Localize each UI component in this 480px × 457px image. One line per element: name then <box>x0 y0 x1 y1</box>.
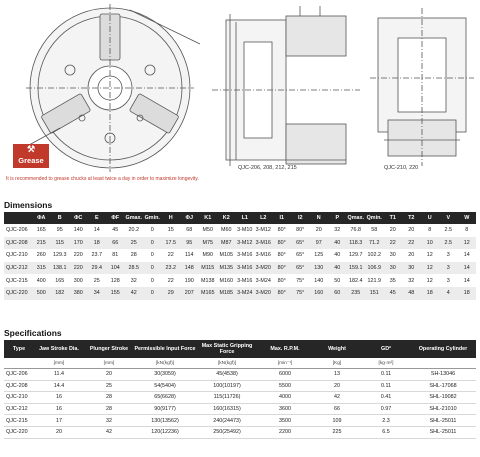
unit-cell: [min⁻¹] <box>258 358 312 369</box>
table-cell: 22 <box>402 237 421 250</box>
table-cell: 20 <box>84 369 134 381</box>
specifications-header-cell: Type <box>4 340 34 358</box>
dimensions-header-cell: Gmin. <box>143 212 162 224</box>
table-cell: 42 <box>312 392 362 404</box>
table-cell: SHL-25011 <box>410 426 476 438</box>
dimensions-header-cell: I2 <box>291 212 310 224</box>
specifications-header-cell: GD² <box>362 340 410 358</box>
dimensions-header-cell <box>4 212 32 224</box>
table-cell: 80° <box>277 227 286 234</box>
table-cell: 102.2 <box>367 252 381 259</box>
chuck-drawings <box>0 0 480 178</box>
table-cell: 500 <box>32 287 51 300</box>
table-cell: M135 <box>217 262 236 275</box>
table-cell: M50 <box>202 227 213 234</box>
specifications-table <box>4 340 476 439</box>
table-row <box>4 369 476 381</box>
unit-cell: [kg·m²] <box>362 358 410 369</box>
table-cell: 315 <box>32 262 51 275</box>
table-cell: M165 <box>199 287 218 300</box>
specifications-header-cell: Max Static Gripping Force <box>196 340 258 358</box>
table-row <box>4 262 476 275</box>
table-row <box>4 426 476 438</box>
specifications-body <box>4 369 476 439</box>
table-cell: 97 <box>310 237 329 250</box>
table-cell: SHL-25011 <box>410 415 476 427</box>
dimensions-header-row <box>4 212 476 224</box>
table-cell: 95 <box>180 237 199 250</box>
table-cell: 76.8 <box>350 227 361 234</box>
table-cell: 12 <box>421 262 440 275</box>
table-cell: 30 <box>384 262 403 275</box>
table-cell: 129.7 <box>349 252 363 259</box>
dimensions-header-cell: E <box>88 212 107 224</box>
table-cell: 29.4 <box>88 262 107 275</box>
table-cell: 3-M16 <box>255 252 271 259</box>
table-cell: 80° <box>273 262 292 275</box>
table-cell: 14 <box>458 262 477 275</box>
table-cell: 95 <box>56 227 63 234</box>
table-cell: 14 <box>463 252 470 259</box>
table-cell: 3500 <box>258 415 312 427</box>
table-cell: 68 <box>186 227 193 234</box>
dimensions-body <box>4 224 476 300</box>
table-cell: 20 <box>389 227 396 234</box>
table-cell: 225 <box>312 426 362 438</box>
table-cell: 160 <box>310 287 329 300</box>
table-cell: 240(24473) <box>196 415 258 427</box>
table-cell: M115 <box>199 262 218 275</box>
dimensions-header-cell: W <box>458 212 477 224</box>
specifications-title: Specifications <box>4 328 62 338</box>
table-cell: 13 <box>312 369 362 381</box>
table-cell: 28 <box>84 392 134 404</box>
dimensions-header-cell: L1 <box>236 212 255 224</box>
table-cell: 235 <box>347 287 366 300</box>
grease-label: Grease <box>18 156 44 165</box>
grease-note: It is recommended to grease chucks at least twice a day in order to maximize longevity. <box>6 176 199 182</box>
table-cell: SHL-17068 <box>410 380 476 392</box>
table-cell: 260 <box>36 252 46 259</box>
table-cell: 22 <box>384 237 403 250</box>
table-cell: 207 <box>180 287 199 300</box>
table-cell: 6.5 <box>362 426 410 438</box>
unit-cell: [kN(kgf)] <box>134 358 196 369</box>
table-cell: 54(5404) <box>134 380 196 392</box>
table-cell: 28 <box>130 252 137 259</box>
table-cell: M90 <box>202 252 213 259</box>
specifications-header-cell: Max. R.P.M. <box>258 340 312 358</box>
table-cell: 128 <box>110 277 120 284</box>
table-cell: 66 <box>106 237 125 250</box>
table-cell: 30(3059) <box>134 369 196 381</box>
table-cell: 30 <box>389 252 396 259</box>
table-cell: M185 <box>217 287 236 300</box>
dimensions-header-cell: Qmin. <box>365 212 384 224</box>
table-cell: QJC-206 <box>6 227 28 234</box>
table-cell: 45(4538) <box>196 369 258 381</box>
table-cell: 3-M20 <box>254 262 273 275</box>
table-cell: 17.5 <box>162 237 181 250</box>
dimensions-header-cell: ΦA <box>32 212 51 224</box>
table-cell: 14 <box>93 227 100 234</box>
table-cell: 215 <box>32 237 51 250</box>
table-row <box>4 415 476 427</box>
table-cell: 80° <box>296 227 305 234</box>
table-cell: 220 <box>73 252 83 259</box>
table-row <box>4 403 476 415</box>
table-cell: 81 <box>112 252 119 259</box>
table-cell: QJC-210 <box>4 392 34 404</box>
unit-cell: [Kg] <box>312 358 362 369</box>
table-cell: 28.5 <box>125 262 144 275</box>
table-cell: 22 <box>167 277 174 284</box>
table-cell: 25 <box>93 277 100 284</box>
table-cell: 50 <box>334 277 341 284</box>
table-cell: 3 <box>446 277 450 284</box>
table-cell: 20 <box>312 380 362 392</box>
table-row <box>4 274 476 287</box>
table-cell: 16 <box>34 392 84 404</box>
dimensions-header-cell: K2 <box>217 212 236 224</box>
table-cell: 23.2 <box>162 262 181 275</box>
table-cell: 3-M16 <box>236 262 255 275</box>
table-cell: 380 <box>69 287 88 300</box>
table-cell: 0 <box>150 227 154 234</box>
dimensions-header-cell: ΦJ <box>180 212 199 224</box>
table-cell: 20 <box>315 227 322 234</box>
dimensions-header-cell: T2 <box>402 212 421 224</box>
table-cell: 20 <box>408 227 415 234</box>
table-cell: 23.7 <box>91 252 102 259</box>
table-cell: SHL-21010 <box>410 403 476 415</box>
dimensions-header-cell: L2 <box>254 212 273 224</box>
table-cell: 155 <box>106 287 125 300</box>
table-cell: 80° <box>277 277 286 284</box>
table-cell: 3 <box>439 262 458 275</box>
dimensions-header-cell: H <box>162 212 181 224</box>
table-cell: 65° <box>296 252 305 259</box>
table-cell: 4000 <box>258 392 312 404</box>
table-cell: 14 <box>463 277 470 284</box>
table-cell: 165 <box>36 227 46 234</box>
table-cell: 80° <box>277 252 286 259</box>
table-cell: 65° <box>291 237 310 250</box>
table-cell: 3-M16 <box>237 252 253 259</box>
table-cell: 125 <box>314 252 324 259</box>
specifications-header-cell: Plunger Stroke <box>84 340 134 358</box>
table-cell: 11.4 <box>34 369 84 381</box>
table-cell: 30 <box>402 262 421 275</box>
table-cell: 160(16315) <box>196 403 258 415</box>
specifications-header-cell: Jaw Stroke Dia. <box>34 340 84 358</box>
dimensions-header-cell: P <box>328 212 347 224</box>
table-cell: 3-M24 <box>255 277 271 284</box>
table-cell: 0 <box>143 262 162 275</box>
table-cell: 6000 <box>258 369 312 381</box>
table-row <box>4 392 476 404</box>
dimensions-header-cell: ΦF <box>106 212 125 224</box>
table-cell: 2.5 <box>439 237 458 250</box>
table-cell: 35 <box>389 277 396 284</box>
table-cell: 60 <box>328 287 347 300</box>
table-cell: M60 <box>221 227 232 234</box>
table-cell: 400 <box>36 277 46 284</box>
table-cell: 3-M16 <box>254 237 273 250</box>
table-cell: 2200 <box>258 426 312 438</box>
table-cell: 40 <box>328 262 347 275</box>
table-cell: 159.1 <box>347 262 366 275</box>
table-cell: 28 <box>84 403 134 415</box>
table-cell: 42 <box>125 287 144 300</box>
table-cell: 10 <box>421 237 440 250</box>
table-cell: 106.9 <box>365 262 384 275</box>
table-cell: 66 <box>312 403 362 415</box>
table-cell: QJC-206 <box>4 369 34 381</box>
table-cell: 32 <box>130 277 137 284</box>
table-cell: 8 <box>428 227 432 234</box>
table-cell: QJC-208 <box>4 237 32 250</box>
table-cell: 12 <box>458 237 477 250</box>
grease-gun-icon: ⚒ <box>26 144 36 154</box>
table-cell: 29 <box>162 287 181 300</box>
table-cell: QJC-212 <box>4 262 32 275</box>
table-cell: 5500 <box>258 380 312 392</box>
table-cell: 3600 <box>258 403 312 415</box>
table-cell: 34 <box>88 287 107 300</box>
table-row <box>4 380 476 392</box>
table-cell: 12 <box>426 252 433 259</box>
table-cell: 14.4 <box>34 380 84 392</box>
table-cell: 0 <box>150 252 154 259</box>
dimensions-header-cell: I1 <box>273 212 292 224</box>
table-cell: 140 <box>314 277 324 284</box>
table-cell: 170 <box>69 237 88 250</box>
table-cell: 4 <box>439 287 458 300</box>
table-cell: 182.4 <box>349 277 363 284</box>
table-cell: QJC-215 <box>4 415 34 427</box>
table-row <box>4 237 476 250</box>
table-cell: 109 <box>312 415 362 427</box>
table-cell: QJC-212 <box>4 403 34 415</box>
table-cell: 0.97 <box>362 403 410 415</box>
table-cell: 3-M20 <box>254 287 273 300</box>
table-cell: 17 <box>34 415 84 427</box>
table-row <box>4 287 476 300</box>
table-cell: 0 <box>143 287 162 300</box>
table-cell: 2.5 <box>444 227 452 234</box>
unit-cell <box>410 358 476 369</box>
dimensions-header-cell: K1 <box>199 212 218 224</box>
specifications-header-cell: Weight <box>312 340 362 358</box>
table-cell: 3-M24 <box>236 287 255 300</box>
table-cell: 300 <box>73 277 83 284</box>
specifications-header-cell: Permissible Input Force <box>134 340 196 358</box>
table-cell: QJC-220 <box>4 287 32 300</box>
dimensions-title: Dimensions <box>4 200 53 210</box>
table-cell: 45 <box>112 227 119 234</box>
table-cell: 190 <box>184 277 194 284</box>
table-cell: 8 <box>465 227 469 234</box>
table-cell: M87 <box>217 237 236 250</box>
table-cell: 20 <box>408 252 415 259</box>
table-cell: 121.9 <box>367 277 381 284</box>
drawing-caption-left: QJC-206, 208, 212, 215 <box>238 165 297 171</box>
dimensions-header-cell: U <box>421 212 440 224</box>
table-cell: 0 <box>143 237 162 250</box>
table-cell: SHL-19082 <box>410 392 476 404</box>
table-cell: 0.11 <box>362 380 410 392</box>
table-cell: QJC-210 <box>6 252 28 259</box>
table-cell: 104 <box>106 262 125 275</box>
unit-cell: [mm] <box>84 358 134 369</box>
table-cell: 58 <box>371 227 378 234</box>
table-cell: 250(25492) <box>196 426 258 438</box>
table-cell: 3 <box>446 252 450 259</box>
table-cell: 71.2 <box>365 237 384 250</box>
table-cell: 25 <box>84 380 134 392</box>
unit-cell: [mm] <box>34 358 84 369</box>
table-row <box>4 224 476 237</box>
table-row <box>4 249 476 262</box>
table-cell: 18 <box>421 287 440 300</box>
table-cell: 20.2 <box>128 227 139 234</box>
table-cell: 75° <box>296 277 305 284</box>
table-cell: 114 <box>184 252 194 259</box>
table-cell: 80° <box>273 287 292 300</box>
unit-cell: [kN(kgf)] <box>196 358 258 369</box>
dimensions-header-cell: ΦC <box>69 212 88 224</box>
dimensions-header-cell: Gmax. <box>125 212 144 224</box>
dimensions-header-cell: N <box>310 212 329 224</box>
table-cell: 48 <box>402 287 421 300</box>
table-cell: 65° <box>291 262 310 275</box>
table-cell: 90(9177) <box>134 403 196 415</box>
specifications-header-cell: Operating Cylinder <box>410 340 476 358</box>
dimensions-header-cell: T1 <box>384 212 403 224</box>
specifications-units-row <box>4 358 476 369</box>
table-cell: 165 <box>55 277 65 284</box>
table-cell: 20 <box>34 426 84 438</box>
table-cell: 130(13562) <box>134 415 196 427</box>
table-cell: 80° <box>273 237 292 250</box>
table-cell: 130 <box>310 262 329 275</box>
table-cell: 118.3 <box>347 237 366 250</box>
table-cell: 220 <box>69 262 88 275</box>
drawing-caption-right: QJC-210, 220 <box>384 165 419 171</box>
table-cell: 115 <box>51 237 70 250</box>
table-cell: 3-M12 <box>255 227 271 234</box>
table-cell: 0.11 <box>362 369 410 381</box>
table-cell: 0.41 <box>362 392 410 404</box>
dimensions-header-cell: Qmax. <box>347 212 366 224</box>
table-cell: M105 <box>219 252 233 259</box>
specifications-header-row <box>4 340 476 358</box>
table-cell: 138.1 <box>51 262 70 275</box>
table-cell: 65(6628) <box>134 392 196 404</box>
table-cell: 129.3 <box>53 252 67 259</box>
table-cell: 40 <box>334 252 341 259</box>
table-cell: M75 <box>199 237 218 250</box>
table-cell: 12 <box>426 277 433 284</box>
table-cell: 75° <box>291 287 310 300</box>
table-cell: 0 <box>150 277 154 284</box>
dimensions-table <box>4 212 476 300</box>
table-cell: 115(11726) <box>196 392 258 404</box>
table-cell: 22 <box>167 252 174 259</box>
table-cell: 3-M12 <box>236 237 255 250</box>
table-cell: 2.3 <box>362 415 410 427</box>
table-cell: 3-M16 <box>237 277 253 284</box>
table-cell: 42 <box>84 426 134 438</box>
table-cell: 40 <box>328 237 347 250</box>
table-cell: 16 <box>34 403 84 415</box>
table-cell: M160 <box>219 277 233 284</box>
table-cell: 140 <box>73 227 83 234</box>
table-cell: 100(10197) <box>196 380 258 392</box>
table-cell: 32 <box>334 227 341 234</box>
table-cell: 32 <box>408 277 415 284</box>
table-cell: 120(12236) <box>134 426 196 438</box>
table-cell: QJC-208 <box>4 380 34 392</box>
table-cell: M138 <box>201 277 215 284</box>
table-cell: QJC-220 <box>4 426 34 438</box>
table-cell: QJC-215 <box>6 277 28 284</box>
dimensions-header-cell: V <box>439 212 458 224</box>
table-cell: 3-M10 <box>237 227 253 234</box>
table-cell: 45 <box>384 287 403 300</box>
table-cell: 18 <box>458 287 477 300</box>
table-cell: 148 <box>180 262 199 275</box>
table-cell: 25 <box>125 237 144 250</box>
table-cell: 151 <box>365 287 384 300</box>
grease-badge <box>13 144 49 168</box>
table-cell: 182 <box>51 287 70 300</box>
table-cell: SH-13046 <box>410 369 476 381</box>
table-cell: 32 <box>84 415 134 427</box>
table-cell: 18 <box>88 237 107 250</box>
table-cell: 15 <box>167 227 174 234</box>
unit-cell <box>4 358 34 369</box>
dimensions-header-cell: B <box>51 212 70 224</box>
